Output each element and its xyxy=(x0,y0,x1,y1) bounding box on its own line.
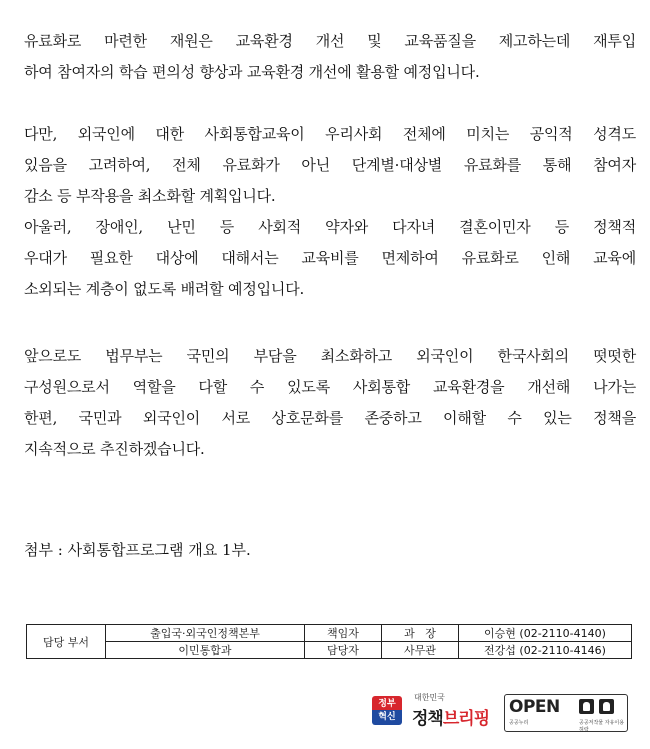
open-logo-word: OPEN xyxy=(509,697,560,717)
paragraph-line: 한편, 국민과 외국인이 서로 상호문화를 존중하고 이해할 수 있는 정책을 xyxy=(24,409,636,427)
brief-logo-main xyxy=(412,704,489,729)
person-cell: 전강섭 (02-2110-4146) xyxy=(459,642,632,659)
paragraph-line: 앞으로도 법무부는 국민의 부담을 최소화하고 외국인이 한국사회의 떳떳한 xyxy=(24,347,636,365)
paragraph-line: 다만, 외국인에 대한 사회통합교육이 우리사회 전체에 미치는 공익적 성격도 xyxy=(24,125,636,143)
paragraph-line: 있음을 고려하여, 전체 유료화가 아닌 단계별·대상별 유료화를 통해 참여자 xyxy=(24,156,636,174)
title-cell: 사무관 xyxy=(382,642,459,659)
kogl-open-logo xyxy=(504,694,628,732)
paragraph-line: 구성원으로서 역할을 다할 수 있도록 사회통합 교육환경을 개선해 나가는 xyxy=(24,378,636,396)
paragraph-line: 우대가 필요한 대상에 대해서는 교육비를 면제하여 유료화로 인해 교육에 xyxy=(24,249,636,267)
gov-innovation-logo xyxy=(372,696,402,730)
paragraph-line: 감소 등 부작용을 최소화할 계획입니다. xyxy=(24,187,276,205)
paragraph-1 xyxy=(24,26,636,88)
open-logo-caption: 공공저작물 자유이용허락 xyxy=(579,720,625,733)
paragraph-line: 유료화로 마련한 재원은 교육환경 개선 및 교육품질을 제고하는데 재투입 xyxy=(24,32,636,50)
title-cell: 과 장 xyxy=(382,625,459,642)
brief-logo-main-b: 브리핑 xyxy=(442,709,490,729)
brief-logo-main-a: 정책 xyxy=(412,709,443,729)
table-row xyxy=(27,625,632,642)
dept-label-cell: 담당 부서 xyxy=(27,625,106,659)
paragraph-3 xyxy=(24,212,636,305)
gov-logo-top: 정부 xyxy=(372,696,402,710)
paragraph-line: 아울러, 장애인, 난민 등 사회적 약자와 다자녀 결혼이민자 등 정책적 xyxy=(24,218,636,236)
paragraph-line: 지속적으로 추진하겠습니다. xyxy=(24,440,205,458)
gov-logo-bottom: 혁신 xyxy=(372,710,402,725)
contact-table xyxy=(26,624,632,659)
person-icon xyxy=(579,699,594,714)
paragraph-line: 하여 참여자의 학습 편의성 향상과 교육환경 개선에 활용할 예정입니다. xyxy=(24,63,480,81)
cc-icon xyxy=(599,699,614,714)
policy-briefing-logo xyxy=(412,690,502,736)
open-logo-sub: 공공누리 xyxy=(509,720,529,726)
paragraph-2 xyxy=(24,119,636,212)
paragraph-line: 소외되는 계층이 없도록 배려할 예정입니다. xyxy=(24,280,305,298)
role-cell: 담당자 xyxy=(305,642,382,659)
person-cell: 이승현 (02-2110-4140) xyxy=(459,625,632,642)
brief-logo-small: 대한민국 xyxy=(414,693,445,702)
paragraph-4 xyxy=(24,341,636,465)
dept-name-cell: 출입국·외국인정책본부 xyxy=(106,625,305,642)
dept-subname-cell: 이민통합과 xyxy=(106,642,305,659)
table-row xyxy=(27,642,632,659)
attachment-note: 첨부 : 사회통합프로그램 개요 1부. xyxy=(24,541,251,559)
role-cell: 책임자 xyxy=(305,625,382,642)
